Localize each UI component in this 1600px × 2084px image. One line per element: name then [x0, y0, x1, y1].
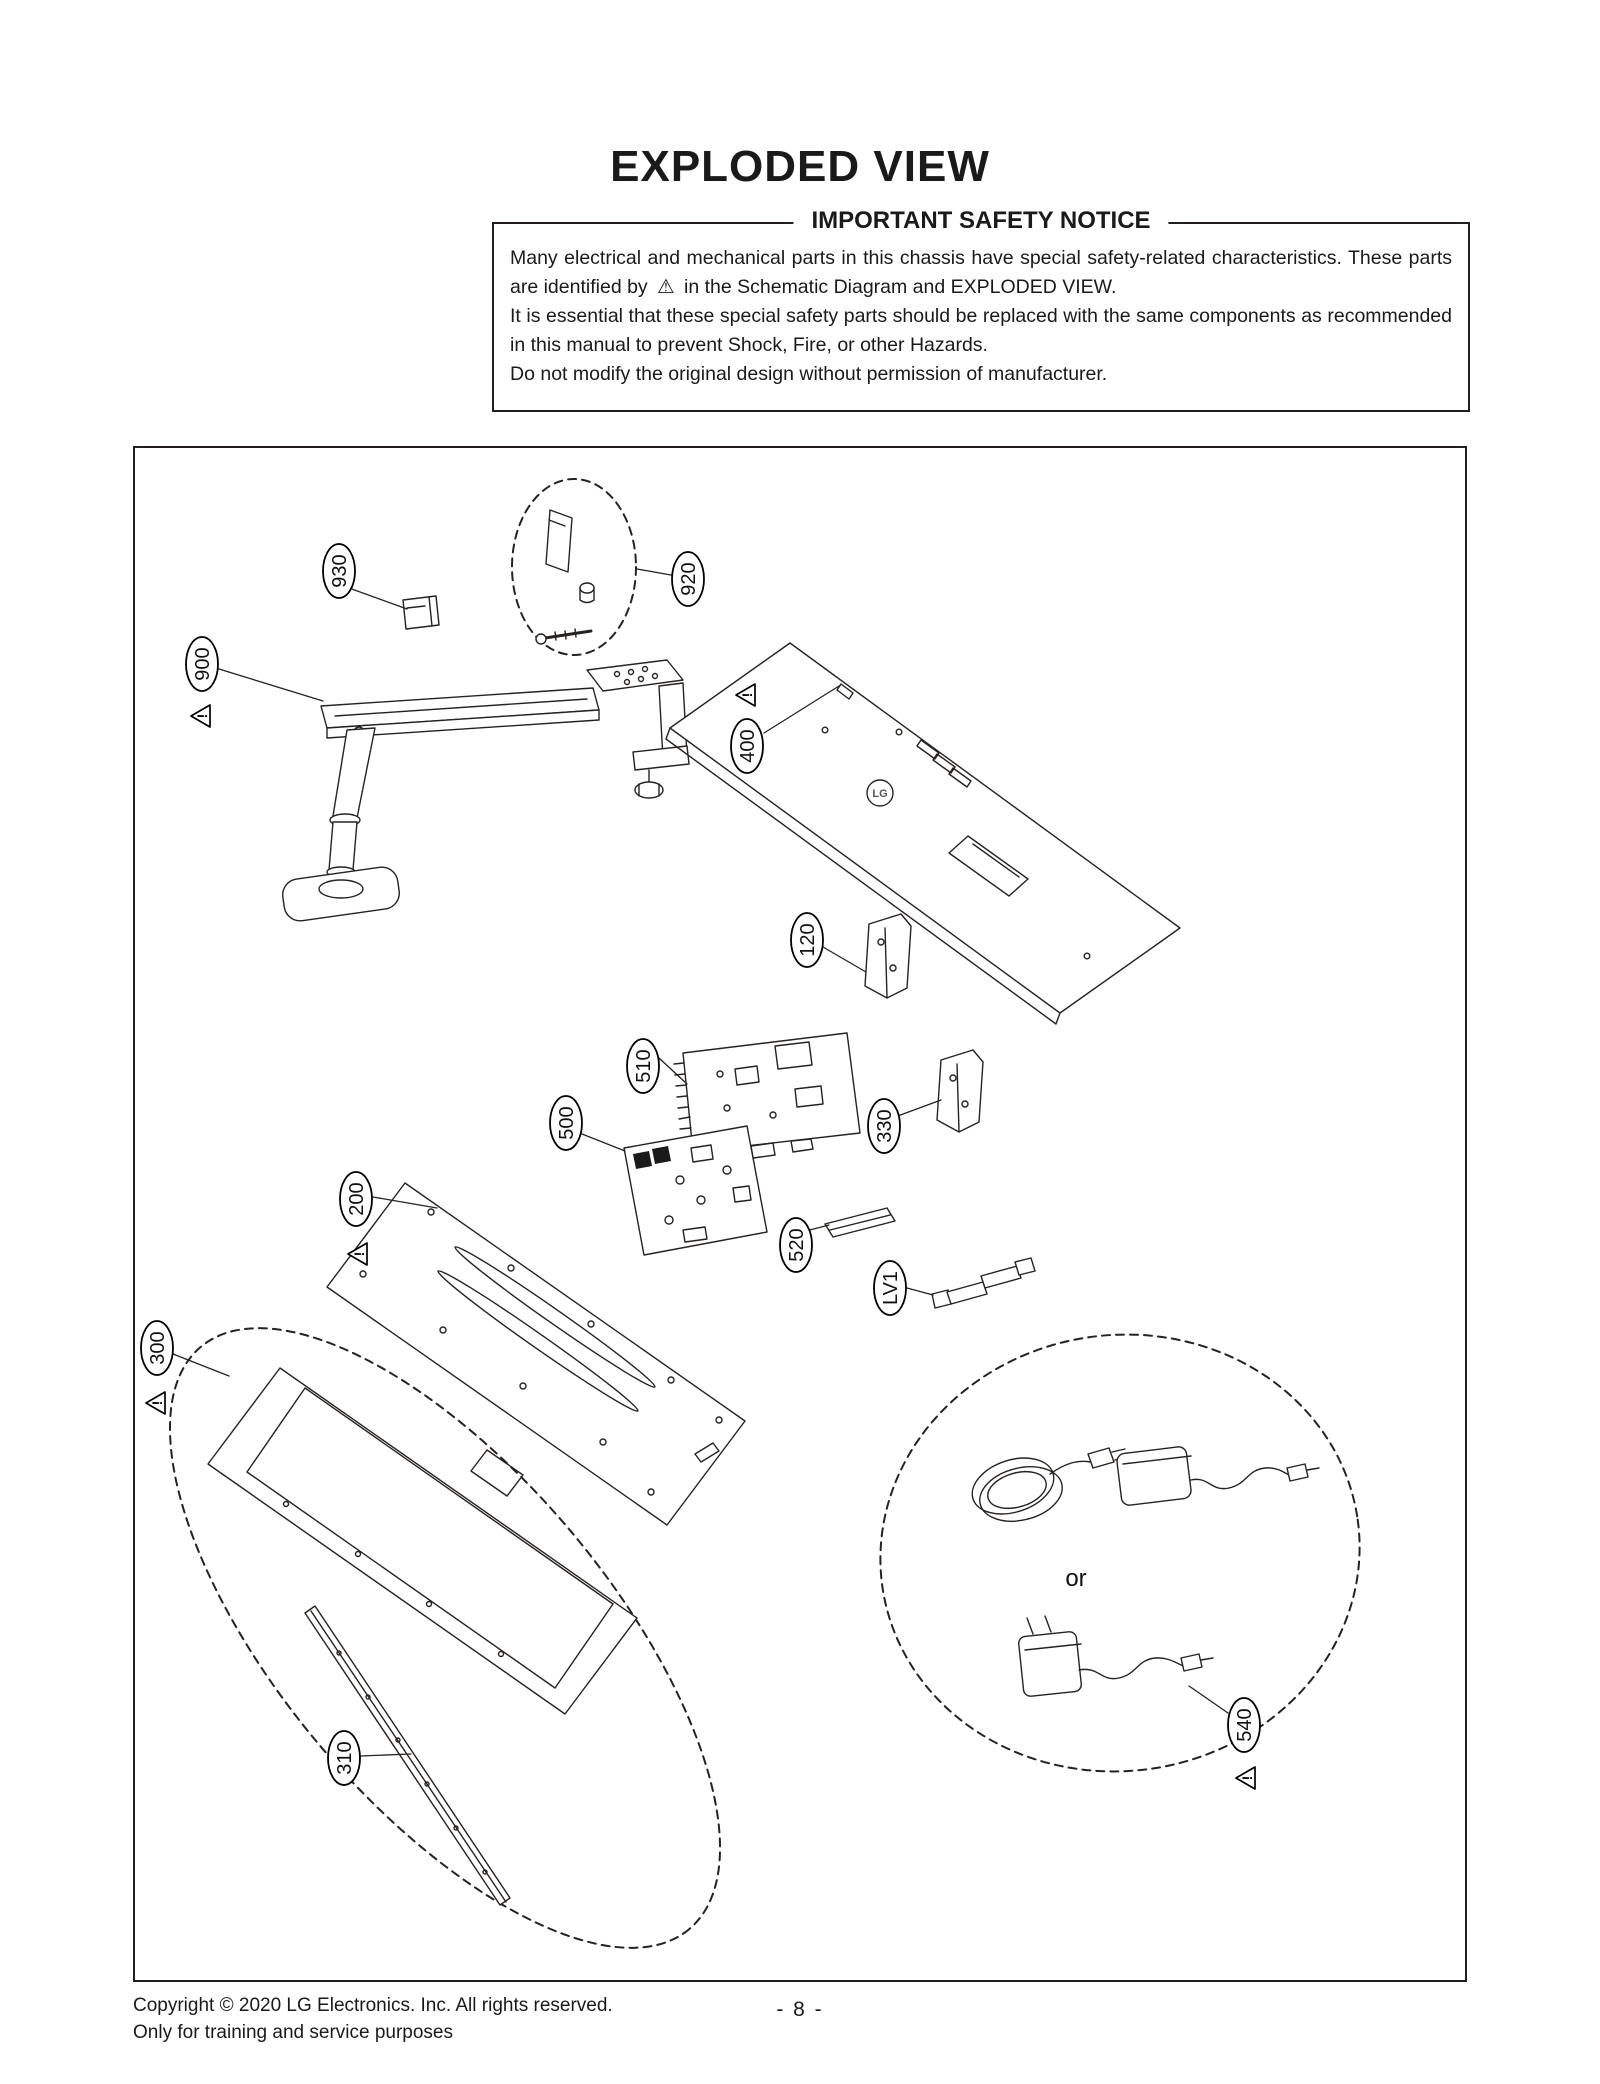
callout-900 — [186, 637, 218, 691]
part-120-bracket — [865, 914, 911, 998]
or-label: or — [1065, 1565, 1087, 1592]
svg-text:930: 930 — [329, 554, 351, 588]
svg-text:!: ! — [739, 692, 755, 698]
callout-500 — [550, 1096, 582, 1150]
part-900-stand-arm — [281, 660, 689, 923]
svg-text:400: 400 — [737, 729, 759, 763]
page-number: - 8 - — [776, 1998, 824, 2021]
svg-text:!: ! — [351, 1251, 367, 1257]
callout-510 — [627, 1039, 659, 1093]
svg-text:500: 500 — [556, 1106, 578, 1140]
safety-notice-text — [510, 244, 1452, 389]
svg-text:330: 330 — [874, 1109, 896, 1143]
notice-paragraph-1 — [510, 244, 1452, 302]
part-930-card — [403, 596, 439, 629]
callout-520 — [780, 1218, 812, 1272]
warning-icon-900 — [191, 705, 210, 727]
notice-paragraph-3: Do not modify the original design without permission of manufacturer. — [510, 363, 1108, 385]
notice-p1-before: Many electrical and mechanical parts in this chassis have special safety-related characteristics. These parts are identified by — [510, 247, 1452, 298]
exploded-view-diagram-box — [133, 446, 1467, 1982]
warning-symbol-inline: ⚠ — [657, 276, 675, 298]
svg-text:900: 900 — [192, 647, 214, 681]
callout-400 — [731, 719, 763, 773]
notice-p1-after: in the Schematic Diagram and EXPLODED VIEW. — [684, 276, 1117, 298]
part-500-power-board — [624, 1126, 767, 1255]
callout-200 — [340, 1172, 372, 1226]
lg-logo: LG — [872, 788, 888, 800]
svg-text:300: 300 — [147, 1331, 169, 1365]
warning-icon-300 — [146, 1392, 165, 1414]
part-920-screw-pack — [512, 479, 636, 655]
svg-text:510: 510 — [633, 1049, 655, 1083]
callout-310 — [328, 1731, 360, 1785]
notice-paragraph-2: It is essential that these special safety parts should be replaced with the same components as recommended in this manual to prevent Shock, Fire, or other Hazards. — [510, 305, 1452, 356]
footer-purpose: Only for training and service purposes — [133, 2022, 453, 2043]
part-400-back-cover — [666, 643, 1180, 1024]
svg-text:!: ! — [1239, 1775, 1255, 1781]
svg-text:120: 120 — [797, 923, 819, 957]
callout-lv1 — [874, 1261, 906, 1315]
warning-icon-540 — [1236, 1767, 1255, 1789]
safety-notice-heading: IMPORTANT SAFETY NOTICE — [793, 207, 1168, 235]
part-540-power-accessories — [852, 1304, 1388, 1803]
callout-300 — [141, 1321, 173, 1375]
svg-text:!: ! — [194, 713, 210, 719]
callout-120 — [791, 913, 823, 967]
callout-930 — [323, 544, 355, 598]
exploded-view-svg — [135, 448, 1465, 1980]
svg-text:!: ! — [149, 1400, 165, 1406]
callout-330 — [868, 1099, 900, 1153]
svg-text:920: 920 — [678, 562, 700, 596]
footer-copyright: Copyright © 2020 LG Electronics. Inc. All rights reserved. — [133, 1995, 613, 2016]
svg-text:200: 200 — [346, 1182, 368, 1216]
callout-920 — [672, 552, 704, 606]
part-330-bracket — [937, 1050, 983, 1132]
svg-text:LV1: LV1 — [880, 1270, 902, 1306]
svg-text:540: 540 — [1234, 1708, 1256, 1742]
callout-540 — [1228, 1698, 1260, 1752]
svg-text:520: 520 — [786, 1228, 808, 1262]
part-520-bracket — [825, 1208, 895, 1237]
page-title: EXPLODED VIEW — [610, 142, 990, 191]
safety-notice-box — [492, 207, 1470, 412]
svg-text:310: 310 — [334, 1741, 356, 1775]
part-lv1-cable — [932, 1258, 1035, 1308]
